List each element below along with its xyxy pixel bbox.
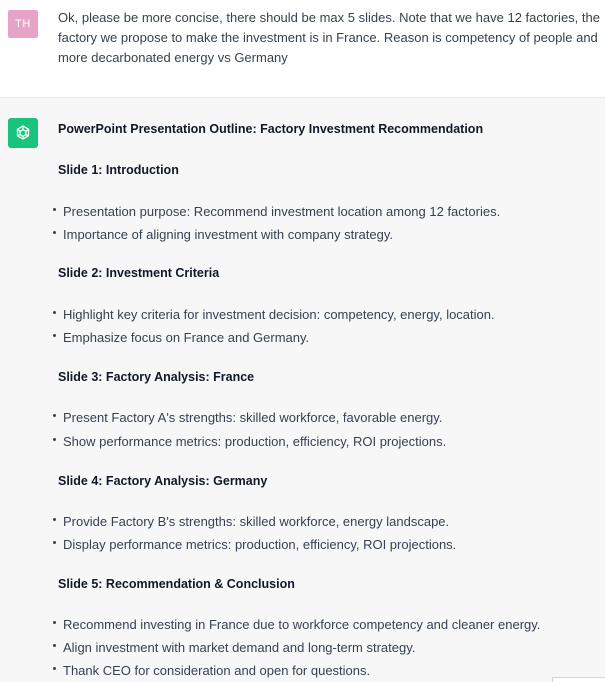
- slide-1-heading: Slide 1: Introduction: [58, 163, 179, 177]
- slide-3-heading: Slide 3: Factory Analysis: France: [58, 370, 255, 384]
- bullet-icon: [53, 541, 56, 544]
- slide-4-heading: Slide 4: Factory Analysis: Germany: [58, 474, 268, 488]
- bullet-icon: [53, 667, 56, 670]
- user-message-text: Ok, please be more concise, there should be max 5 slides. Note that we have 12 factories, the factory we propose to make the investment is in France. Reason is competency of people and more decarbonated energy vs Germany: [58, 10, 600, 65]
- bullet-icon: [53, 644, 56, 647]
- outline-title: PowerPoint Presentation Outline: Factory Investment Recommendation: [58, 122, 484, 136]
- bullet-icon: [53, 208, 56, 211]
- bullet-icon: [53, 334, 56, 337]
- slide-5-heading: Slide 5: Recommendation & Conclusion: [58, 577, 295, 591]
- bullet-icon: [53, 311, 56, 314]
- bullet-icon: [53, 518, 56, 521]
- assistant-message: PowerPoint Presentation Outline: Factory Investment Recommendation Slide 1: Introduction Presentation purpose: Recommend investment location among 12 factories. Importance of aligning investment with company strategy. Slide 2: Investment Criteria Highlight key criteria for investment decision: competency, energy, location. Emphasize focus on France and Germany. Slide 3: Factory Analysis: France Present Factory A's strengths: skilled workforce, favorable energy. Show performance metrics: production, efficiency, ROI projections. Slide 4: Factory Analysis: Germany Provide Factory B's strengths: skilled workforce, energy landscape. Display performance metrics: production, efficiency, ROI projections. Slide 5: Recommendation & Conclusion Recommend investing in France due to workforce competency and cleaner energy. Align investment with market demand and long-term strategy. Thank CEO for consideration and open for questions.: [0, 98, 605, 682]
- bullet-icon: [53, 414, 56, 417]
- scroll-corner: [552, 677, 605, 682]
- openai-logo-icon: [8, 118, 38, 148]
- bullet-icon: [53, 231, 56, 234]
- bullet-icon: [53, 621, 56, 624]
- bullet-icon: [53, 438, 56, 441]
- slide-2-heading: Slide 2: Investment Criteria: [58, 266, 220, 280]
- user-avatar: TH: [8, 10, 38, 38]
- user-message: [0, 0, 605, 98]
